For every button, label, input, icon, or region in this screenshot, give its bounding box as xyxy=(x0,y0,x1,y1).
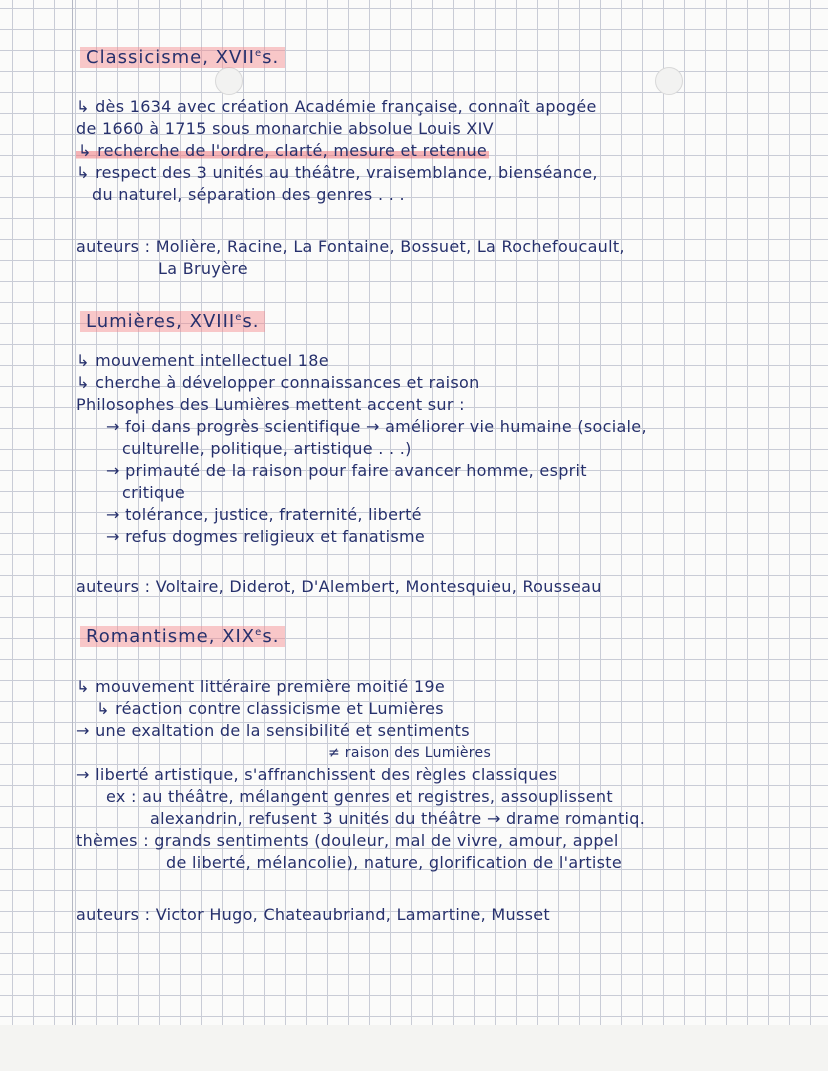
text-line: ↳ mouvement intellectuel 18e xyxy=(76,351,329,370)
text-line: ↳ réaction contre classicisme et Lumières xyxy=(96,699,444,718)
text-line: ↳ mouvement littéraire première moitié 19e xyxy=(76,677,446,696)
text-line: ≠ raison des Lumières xyxy=(328,745,492,761)
text-line: → liberté artistique, s'affranchissent des règles classiques xyxy=(76,765,558,784)
text-line: critique xyxy=(122,483,186,502)
text-line: → une exaltation de la sensibilité et sentiments xyxy=(76,721,470,740)
section-title-classicisme: Classicisme, XVIIes. xyxy=(80,43,285,69)
margin-line xyxy=(72,0,73,1025)
authors-label: auteurs : xyxy=(76,905,151,924)
text-line: → refus dogmes religieux et fanatisme xyxy=(106,527,425,546)
authors-line xyxy=(76,576,602,598)
text-line: Philosophes des Lumières mettent accent sur : xyxy=(76,395,465,414)
authors-line xyxy=(76,904,550,926)
punch-hole xyxy=(215,67,243,95)
authors-line xyxy=(76,236,625,258)
section-title-lumieres: Lumières, XVIIIes. xyxy=(80,307,265,333)
text-line: de 1660 à 1715 sous monarchie absolue Louis XIV xyxy=(76,119,494,138)
text-line: de liberté, mélancolie), nature, glorification de l'artiste xyxy=(166,853,623,872)
authors-list: Voltaire, Diderot, D'Alembert, Montesquieu, Rousseau xyxy=(155,577,602,596)
authors-label: auteurs : xyxy=(76,577,151,596)
text-line: ex : au théâtre, mélangent genres et registres, assouplissent xyxy=(106,787,613,806)
text-line: ↳ cherche à développer connaissances et raison xyxy=(76,373,480,392)
text-line: thèmes : grands sentiments (douleur, mal de vivre, amour, appel xyxy=(76,831,619,850)
authors-list: La Bruyère xyxy=(158,259,248,278)
text-line: → tolérance, justice, fraternité, liberté xyxy=(106,505,422,524)
text-line: culturelle, politique, artistique . . .) xyxy=(122,439,412,458)
text-line: alexandrin, refusent 3 unités du théâtre → drame romantiq. xyxy=(150,809,646,828)
page-bottom-edge xyxy=(0,1025,828,1071)
text-line: ↳ dès 1634 avec création Académie française, connaît apogée xyxy=(76,97,597,116)
authors-list: Molière, Racine, La Fontaine, Bossuet, La Rochefoucault, xyxy=(155,237,625,256)
authors-label: auteurs : xyxy=(76,237,151,256)
authors-list: Victor Hugo, Chateaubriand, Lamartine, Musset xyxy=(155,905,550,924)
text-line: → foi dans progrès scientifique → améliorer vie humaine (sociale, xyxy=(106,417,647,436)
punch-hole xyxy=(655,67,683,95)
text-line: du naturel, séparation des genres . . . xyxy=(92,185,405,204)
section-title-romantisme: Romantisme, XIXes. xyxy=(80,622,285,648)
text-line: ↳ respect des 3 unités au théâtre, vraisemblance, bienséance, xyxy=(76,163,598,182)
text-line: ↳ recherche de l'ordre, clarté, mesure et retenue xyxy=(78,141,488,160)
text-line: → primauté de la raison pour faire avancer homme, esprit xyxy=(106,461,587,480)
